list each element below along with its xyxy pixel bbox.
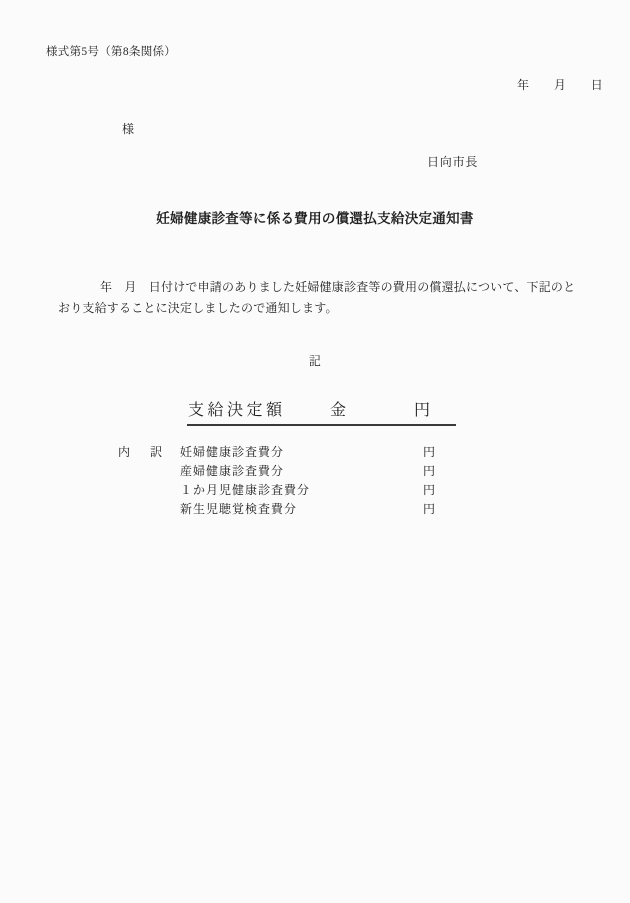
breakdown-row-label: １か月児健康診査費分 xyxy=(180,483,311,497)
date-blank-line: 年 月 日 xyxy=(517,78,604,92)
body-paragraph-line-2: おり支給することに決定しましたので通知します。 xyxy=(58,301,338,315)
document-title: 妊婦健康診査等に係る費用の償還払支給決定通知書 xyxy=(156,211,474,226)
breakdown-row-unit: 円 xyxy=(423,502,436,516)
payment-decision-underline xyxy=(187,401,456,426)
breakdown-row-unit: 円 xyxy=(423,445,436,459)
breakdown-heading-uchi: 内 xyxy=(118,445,131,459)
breakdown-row-label: 妊婦健康診査費分 xyxy=(180,445,285,459)
body-paragraph-line-1: 年 月 日付けで申請のありました妊婦健康診査等の費用の償還払について、下記のと xyxy=(100,280,576,294)
record-marker: 記 xyxy=(308,354,322,368)
breakdown-row-unit: 円 xyxy=(423,464,436,478)
sender-mayor: 日向市長 xyxy=(427,155,479,169)
breakdown-heading-wake: 訳 xyxy=(150,445,163,459)
amount-prefix-kin: 金 xyxy=(330,402,347,419)
breakdown-row-unit: 円 xyxy=(423,483,436,497)
form-number: 様式第5号（第8条関係） xyxy=(46,46,177,58)
breakdown-row-label: 新生児聴覚検査費分 xyxy=(180,502,298,516)
payment-decision-label: 支給決定額 xyxy=(188,402,286,419)
amount-unit-yen: 円 xyxy=(414,402,431,419)
breakdown-row-label: 産婦健康診査費分 xyxy=(180,464,285,478)
addressee-suffix: 様 xyxy=(122,122,135,136)
